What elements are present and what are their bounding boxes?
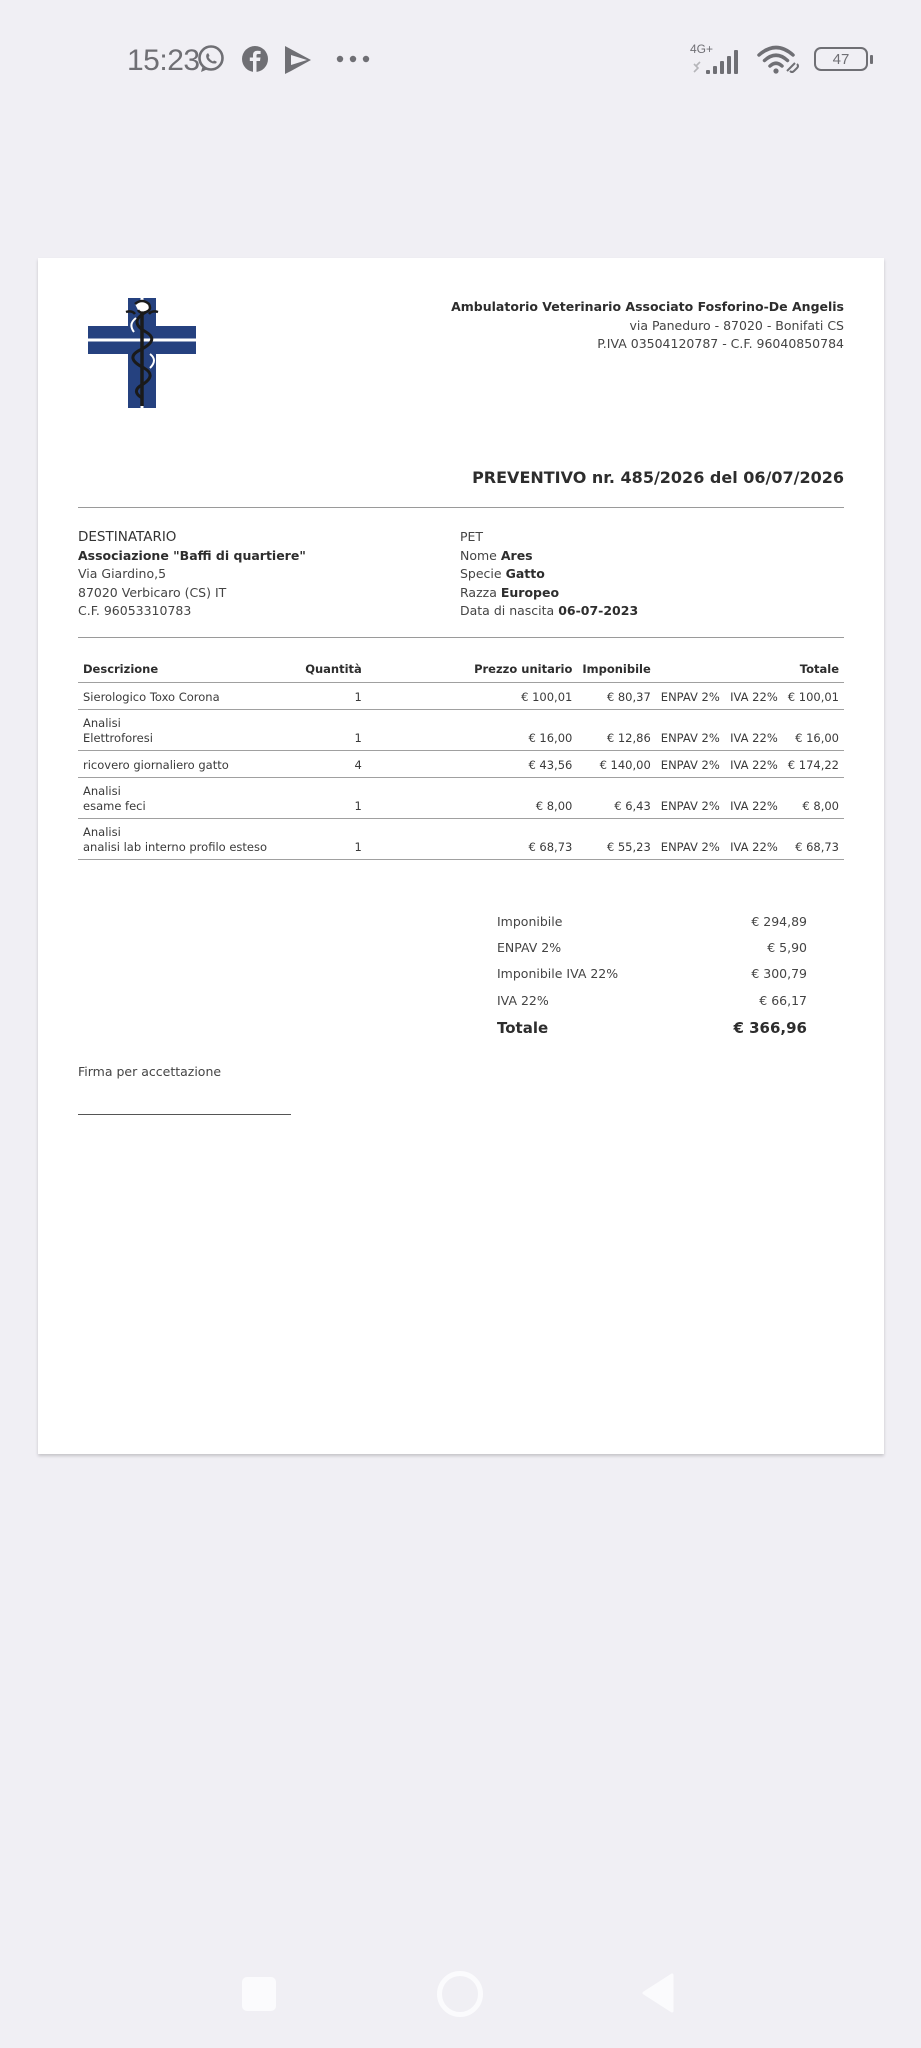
battery-level: 47	[832, 50, 850, 68]
grand-total-row	[497, 1013, 807, 1043]
item-name: ricovero giornaliero gatto	[83, 757, 229, 772]
pet-species-label: Specie	[460, 566, 502, 581]
item-iva: IVA 22%	[725, 750, 783, 777]
clinic-name: Ambulatorio Veterinario Associato Fosforino-De Angelis	[451, 299, 844, 314]
pet-heading: PET	[460, 529, 484, 544]
veterinary-cross-logo-icon	[88, 298, 196, 408]
totals-label: IVA 22%	[497, 992, 549, 1008]
pet-birth-date: 06-07-2023	[558, 603, 639, 618]
item-qty: 1	[295, 682, 367, 709]
item-enpav: ENPAV 2%	[656, 818, 725, 859]
table-row	[78, 818, 844, 859]
table-row	[78, 777, 844, 818]
pet-name-row	[460, 547, 638, 566]
facebook-icon	[240, 44, 270, 74]
totals-label: Imponibile IVA 22%	[497, 966, 619, 982]
item-iva: IVA 22%	[725, 818, 783, 859]
item-taxable: € 140,00	[577, 750, 655, 777]
col-unit-price: Prezzo unitario	[367, 656, 578, 682]
table-row	[78, 682, 844, 709]
status-time: 15:23	[127, 44, 200, 77]
item-enpav: ENPAV 2%	[656, 750, 725, 777]
item-category: Analisi	[83, 783, 121, 798]
item-total: € 16,00	[783, 709, 844, 750]
totals-row	[497, 934, 807, 960]
item-iva: IVA 22%	[725, 682, 783, 709]
pet-block	[460, 528, 638, 621]
recent-apps-button[interactable]	[242, 1977, 276, 2011]
table-row	[78, 709, 844, 750]
clinic-tax-ids: P.IVA 03504120787 - C.F. 96040850784	[597, 336, 844, 351]
item-taxable: € 6,43	[577, 777, 655, 818]
item-qty: 1	[295, 777, 367, 818]
pet-name-label: Nome	[460, 547, 497, 563]
totals-value: € 5,90	[767, 939, 807, 955]
grand-total-label: Totale	[497, 1019, 549, 1038]
totals-label: Imponibile	[497, 913, 563, 929]
item-taxable: € 55,23	[577, 818, 655, 859]
recipient-name: Associazione "Baffi di quartiere"	[78, 547, 306, 563]
signal-icon	[690, 44, 746, 76]
status-bar	[0, 0, 921, 120]
col-description: Descrizione	[78, 656, 295, 682]
item-unit-price: € 16,00	[367, 709, 578, 750]
item-category: Analisi	[83, 715, 121, 730]
item-total: € 68,73	[783, 818, 844, 859]
pet-birth-row	[460, 602, 638, 621]
item-name: analisi lab interno profilo esteso	[83, 839, 268, 854]
play-icon	[282, 44, 314, 76]
item-enpav: ENPAV 2%	[656, 709, 725, 750]
item-name: esame feci	[83, 798, 146, 813]
item-total: € 174,22	[783, 750, 844, 777]
item-description	[78, 709, 295, 750]
item-iva: IVA 22%	[725, 709, 783, 750]
recipient-block	[78, 528, 306, 621]
item-category: Analisi	[83, 824, 121, 839]
pet-name: Ares	[500, 547, 533, 563]
item-total: € 8,00	[783, 777, 844, 818]
item-unit-price: € 8,00	[367, 777, 578, 818]
item-qty: 1	[295, 818, 367, 859]
battery-tip	[870, 55, 873, 64]
totals-value: € 294,89	[751, 913, 807, 929]
table-row	[78, 750, 844, 777]
items-table	[78, 656, 844, 860]
pet-species: Gatto	[505, 566, 545, 581]
item-qty: 4	[295, 750, 367, 777]
pet-breed-row	[460, 584, 638, 603]
totals-row	[497, 961, 807, 987]
quote-title: PREVENTIVO nr. 485/2026 del 06/07/2026	[472, 468, 844, 487]
col-enpav	[656, 656, 725, 682]
item-name: Sierologico Toxo Corona	[83, 689, 220, 704]
whatsapp-icon	[196, 44, 226, 74]
grand-total-value: € 366,96	[733, 1019, 807, 1038]
back-button[interactable]	[640, 1972, 676, 2014]
totals-label: ENPAV 2%	[497, 939, 562, 955]
signature-label: Firma per accettazione	[78, 1064, 222, 1079]
totals-value: € 300,79	[751, 966, 807, 982]
totals-value: € 66,17	[759, 992, 807, 1008]
item-enpav: ENPAV 2%	[656, 777, 725, 818]
home-button[interactable]	[437, 1971, 483, 2017]
pet-birth-label: Data di nascita	[460, 603, 555, 618]
totals-row	[497, 987, 807, 1013]
item-total: € 100,01	[783, 682, 844, 709]
item-description	[78, 777, 295, 818]
clinic-header	[451, 298, 844, 354]
col-iva	[725, 656, 783, 682]
pet-species-row	[460, 565, 638, 584]
item-unit-price: € 68,73	[367, 818, 578, 859]
col-total: Totale	[783, 656, 844, 682]
col-taxable: Imponibile	[577, 656, 655, 682]
table-header-row	[78, 656, 844, 682]
clinic-address: via Paneduro - 87020 - Bonifati CS	[629, 317, 844, 333]
battery-icon	[814, 47, 868, 71]
signature-line	[78, 1114, 291, 1115]
recipient-city: 87020 Verbicaro (CS) IT	[78, 584, 227, 600]
item-description	[78, 682, 295, 709]
recipient-tax-code: C.F. 96053310783	[78, 603, 192, 618]
wifi-icon	[756, 44, 802, 76]
totals-block	[497, 908, 807, 1043]
pet-breed: Europeo	[500, 584, 560, 600]
item-enpav: ENPAV 2%	[656, 682, 725, 709]
more-icon	[336, 55, 370, 63]
col-quantity: Quantità	[295, 656, 367, 682]
item-description	[78, 818, 295, 859]
item-iva: IVA 22%	[725, 777, 783, 818]
item-description	[78, 750, 295, 777]
item-taxable: € 12,86	[577, 709, 655, 750]
divider	[78, 507, 844, 508]
item-qty: 1	[295, 709, 367, 750]
network-type: 4G+	[690, 42, 714, 56]
pet-breed-label: Razza	[460, 584, 497, 600]
recipient-heading: DESTINATARIO	[78, 529, 177, 545]
divider	[78, 637, 844, 638]
item-taxable: € 80,37	[577, 682, 655, 709]
recipient-street: Via Giardino,5	[78, 566, 167, 581]
item-name: Elettroforesi	[83, 730, 153, 745]
item-unit-price: € 100,01	[367, 682, 578, 709]
item-unit-price: € 43,56	[367, 750, 578, 777]
totals-row	[497, 908, 807, 934]
quote-document	[38, 258, 884, 1454]
